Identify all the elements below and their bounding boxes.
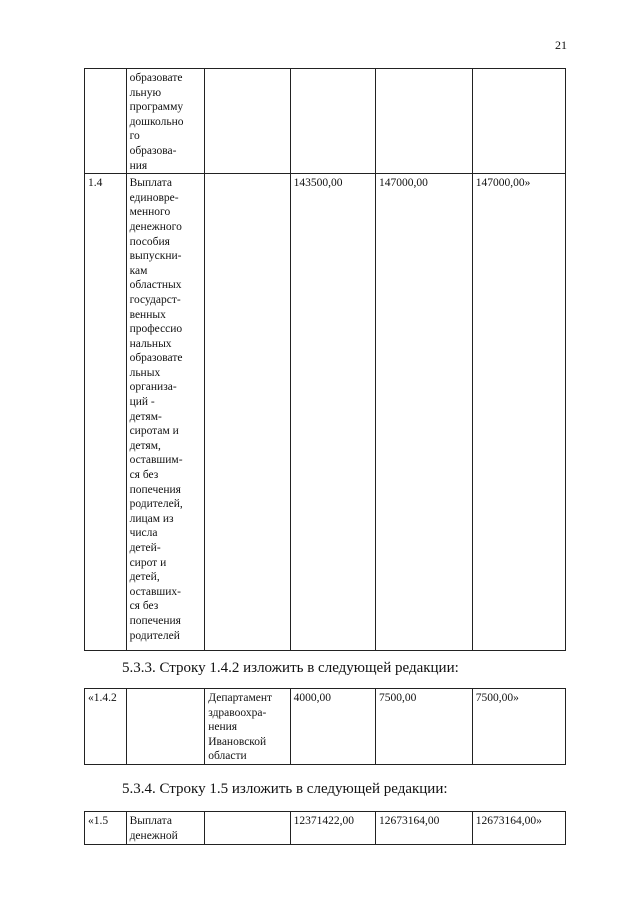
cell-text-line: пособия [129,235,170,248]
cell-text-line: Выплата [129,815,172,827]
cell-text-line: оставших- [129,585,182,598]
cell-text-line: попечения [129,483,181,496]
table-row-1-4-2 [84,688,566,765]
page-number: 21 [555,38,567,52]
cell-executor [205,174,290,651]
cell-text-line: родителей [129,629,180,642]
cell-text-line: детям, [129,439,161,452]
cell-text-line: кам [129,264,148,277]
cell-text-line: нальных [129,337,172,350]
table-row [85,69,566,174]
cell-text-line: Ивановской [208,735,267,748]
cell-text-line: го [129,130,140,143]
cell-text-line: детям- [129,410,162,423]
cell-text-line: выпускни- [129,250,182,263]
cell-text-line: области [208,750,247,763]
cell-text-line: образова- [129,144,177,157]
cell-text-line: менного [129,206,171,219]
cell-text-line: Выплата [129,177,172,190]
cell-executor [205,689,290,765]
cell-value-3: 7500,00» [472,689,565,765]
cell-text-line: сирот и [129,556,167,569]
cell-num: «1.5 [85,812,127,845]
cell-num: «1.4.2 [85,689,127,765]
cell-text-line: программу [129,101,184,114]
cell-text-line: числа [129,527,158,540]
paragraph-5-3-4: 5.3.4. Строку 1.5 изложить в следующей редакции: [122,781,448,797]
cell-text-line: денежной [129,829,178,842]
cell-text-line: денежного [129,220,182,233]
cell-text-line: ния [129,159,148,172]
cell-executor [205,69,290,174]
table-row [85,174,566,651]
cell-text-line: профессио [129,323,183,336]
cell-text-line: льных [129,366,161,379]
table-row [85,689,566,765]
cell-text-line: нения [208,721,238,734]
table-continuation [84,68,566,651]
cell-text-line: здравоохра- [208,706,267,719]
cell-text-line: попечения [129,614,181,627]
cell-description [126,174,205,651]
cell-text-line: детей- [129,542,161,554]
cell-description [126,69,205,174]
cell-text-line: ций - [129,396,155,409]
cell-text-line: сиротам и [129,425,179,438]
cell-value-2 [376,69,473,174]
table-row-1-5 [84,811,566,845]
cell-text-line: образовате [129,352,183,365]
cell-value-2: 147000,00 [376,174,473,651]
cell-text-line: венных [129,308,166,321]
cell-value-2: 12673164,00 [376,812,473,845]
cell-value-3 [472,69,565,174]
cell-text-line: образовате [129,72,183,84]
cell-text-line: детей, [129,571,160,584]
cell-text-line: ся без [129,600,159,613]
cell-text-line: Департамент [208,692,273,704]
cell-text-line: единовре- [129,191,179,204]
cell-value-3: 12673164,00» [472,812,565,845]
cell-text-line: родителей, [129,498,183,511]
cell-value-1: 143500,00 [290,174,375,651]
cell-text-line: оставшим- [129,454,183,467]
cell-value-2: 7500,00 [376,689,473,765]
paragraph-5-3-3: 5.3.3. Строку 1.4.2 изложить в следующей редакции: [122,660,459,676]
cell-description [126,689,205,765]
cell-value-1 [290,69,375,174]
cell-text-line: дошкольно [129,115,184,128]
cell-text-line: льную [129,86,162,99]
cell-text-line: ся без [129,469,159,482]
cell-description [126,812,205,845]
cell-value-1: 12371422,00 [290,812,375,845]
cell-text-line: государст- [129,293,181,306]
cell-text-line: организа- [129,381,177,394]
cell-num [85,69,127,174]
cell-text-line: лицам из [129,512,174,525]
table-row [85,812,566,845]
cell-num: 1.4 [85,174,127,651]
cell-text-line: областных [129,279,182,292]
cell-executor [205,812,290,845]
cell-value-1: 4000,00 [290,689,375,765]
cell-value-3: 147000,00» [472,174,565,651]
